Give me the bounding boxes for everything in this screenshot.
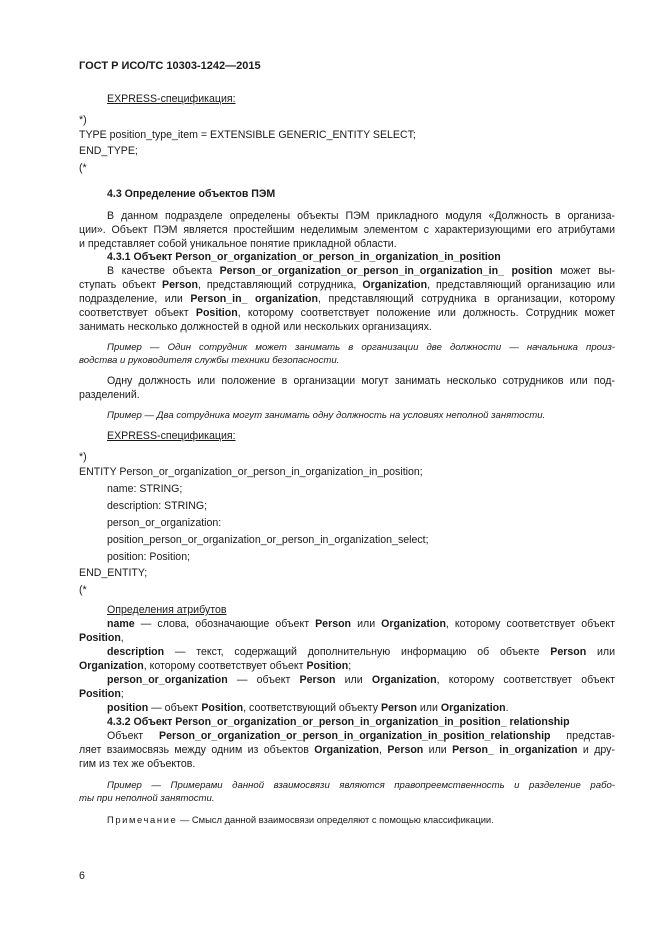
- attribute-definition: name — слова, обозначающие объект Person или Organization, которому соответствует объект: [107, 618, 615, 630]
- attribute-definition: person_or_organization — объект Person или Organization, которому соответствует объект: [107, 674, 616, 686]
- note: Примечание — Смысл данной взаимосвязи определяют с помощью классификации.: [107, 814, 494, 825]
- example-line: водства и руководителя службы техники безопасности.: [79, 355, 340, 366]
- example-line: ты при неполной занятости.: [79, 793, 215, 804]
- example-line: Пример — Два сотрудника могут занимать одну должность на условиях неполной занятости.: [107, 410, 546, 421]
- code-line: (*: [79, 584, 87, 596]
- paragraph-line: ступать объект Person, представляющий сотрудника, Organization, представляющий организацию или: [79, 279, 615, 291]
- paragraph-line: В качестве объекта Person_or_organization_or_person_in_organization_in_ position может вы-: [107, 265, 615, 277]
- paragraph-line: занимать несколько должностей в одной или нескольких организациях.: [79, 321, 432, 333]
- paragraph-line: Одну должность или положение в организации могут занимать несколько сотрудников или под-: [107, 375, 615, 387]
- section-heading: 4.3 Определение объектов ПЭМ: [107, 188, 276, 200]
- document-header: ГОСТ Р ИСО/ТС 10303-1242—2015: [79, 60, 261, 72]
- express-label: EXPRESS-спецификация:: [107, 430, 236, 442]
- paragraph-line: ции». Объект ПЭМ является простейшим неделимым элементом с характеризующими его атрибутами: [79, 224, 615, 236]
- express-label: EXPRESS-спецификация:: [107, 93, 236, 105]
- note-label: Примечание: [107, 814, 178, 825]
- code-line: END_ENTITY;: [79, 567, 148, 579]
- code-line: position: Position;: [107, 551, 191, 563]
- subsection-heading: 4.3.1 Объект Person_or_organization_or_person_in_organization_in_position: [107, 251, 501, 263]
- example-line: Пример — Примерами данной взаимосвязи являются правопреемственность и разделение рабо-: [107, 780, 615, 791]
- attribute-definition: description — текст, содержащий дополнительную информацию об объекте Person или: [107, 646, 615, 658]
- code-line: name: STRING;: [107, 483, 183, 495]
- code-line: END_TYPE;: [79, 145, 138, 157]
- example-line: Пример — Один сотрудник может занимать в организации две должности — начальника произ-: [107, 342, 615, 353]
- paragraph-line: ляет взаимосвязь между одним из объектов Organization, Person или Person_ in_organization и дру-: [79, 744, 615, 756]
- page-number: 6: [79, 870, 85, 882]
- subsection-heading: 4.3.2 Объект Person_or_organization_or_person_in_organization_in_position_ relationship: [107, 716, 570, 728]
- attribute-definition-cont: Position;: [79, 688, 124, 700]
- code-line: person_or_organization:: [107, 517, 222, 529]
- paragraph-line: соответствует объект Position, которому соответствует положение или должность. Сотрудник может: [79, 307, 615, 319]
- paragraph-line: и представляет собой уникальное понятие прикладной области.: [79, 238, 397, 250]
- attributes-title: Определения атрибутов: [107, 604, 227, 616]
- code-line: *): [79, 451, 87, 463]
- code-line: position_person_or_organization_or_person_in_organization_select;: [107, 534, 429, 546]
- attribute-definition-cont: Organization, которому соответствует объект Position;: [79, 660, 352, 672]
- code-line: (*: [79, 162, 87, 174]
- code-line: description: STRING;: [107, 500, 208, 512]
- paragraph-line: В данном подразделе определены объекты ПЭМ прикладного модуля «Должность в организа-: [107, 210, 615, 222]
- code-line: ENTITY Person_or_organization_or_person_in_organization_in_position;: [79, 466, 423, 478]
- paragraph-line: гим из тех же объектов.: [79, 758, 196, 770]
- paragraph-line: подразделение, или Person_in_ organization, представляющий сотрудника в организации, которому: [79, 293, 615, 305]
- code-line: *): [79, 114, 87, 126]
- attribute-definition: position — объект Position, соответствующий объекту Person или Organization.: [107, 702, 509, 714]
- attribute-definition-cont: Position,: [79, 632, 124, 644]
- paragraph-line: разделений.: [79, 389, 140, 401]
- paragraph-line: Объект Person_or_organization_or_person_in_organization_in_position_relationship представ-: [107, 730, 615, 742]
- code-line: TYPE position_type_item = EXTENSIBLE GENERIC_ENTITY SELECT;: [79, 129, 416, 141]
